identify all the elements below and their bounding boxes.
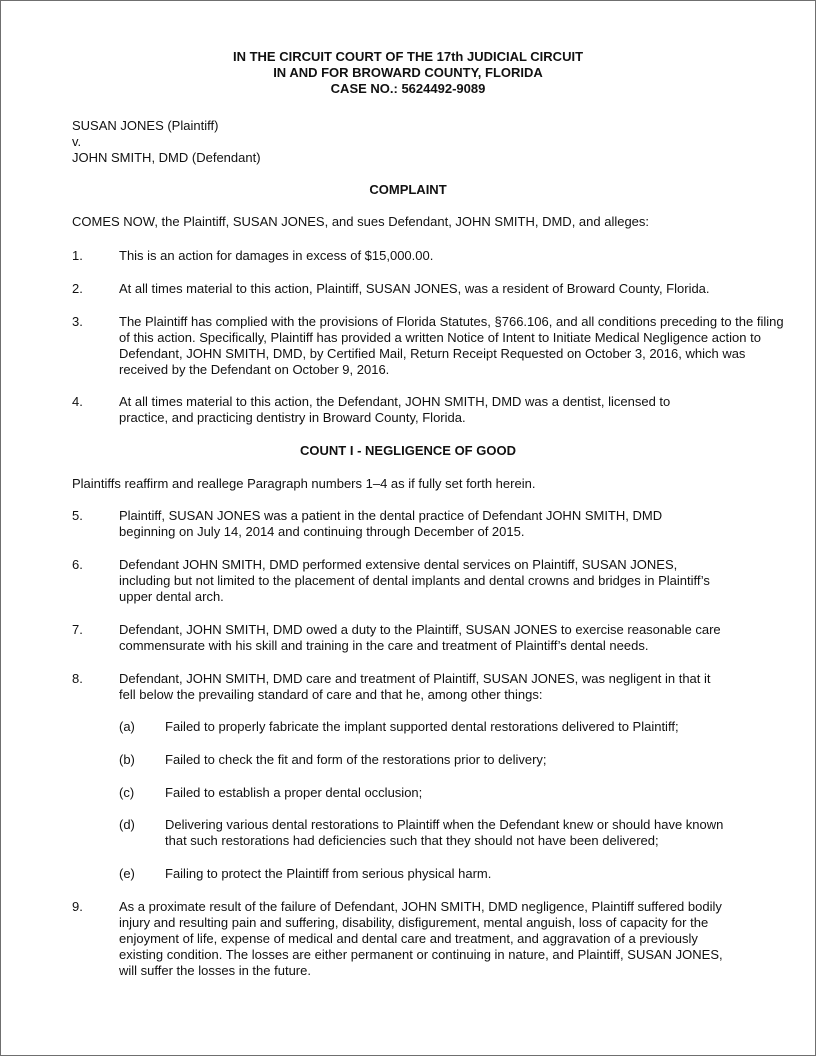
intro-paragraph: COMES NOW, the Plaintiff, SUSAN JONES, and sues Defendant, JOHN SMITH, DMD, and alleges: <box>72 214 650 229</box>
paragraph-number: 9. <box>72 899 83 914</box>
subparagraph-text: Failed to check the fit and form of the restorations prior to delivery; <box>165 752 547 767</box>
paragraph-number: 3. <box>72 314 83 329</box>
case-number: CASE NO.: 5624492-9089 <box>330 81 486 96</box>
paragraph-text: The Plaintiff has complied with the provisions of Florida Statutes, §766.106, and all conditions preceding to the filing of this action. Specifically, Plaintiff has provided a written Notice of Intent to Initiate Medical Negligence action to Defendant, JOHN SMITH, DMD, by Certified Mail, Return Receipt Requested on October 3, 2016, which was received by the Defendant on October 9, 2016. <box>119 314 784 377</box>
subparagraph-text: Delivering various dental restorations to Plaintiff when the Defendant knew or should have known that such restorations had deficiencies such that they should not have been delivered; <box>165 817 724 848</box>
subparagraph-label: (a) <box>119 719 135 734</box>
paragraph-number: 8. <box>72 671 83 686</box>
paragraph-number: 6. <box>72 557 83 572</box>
defendant-party: JOHN SMITH, DMD (Defendant) <box>72 150 261 165</box>
paragraph-text: At all times material to this action, Plaintiff, SUSAN JONES, was a resident of Broward County, Florida. <box>119 281 710 296</box>
subparagraph-label: (e) <box>119 866 135 881</box>
paragraph-text: Defendant JOHN SMITH, DMD performed extensive dental services on Plaintiff, SUSAN JONES, including but not limited to the placement of dental implants and dental crowns and bridges in Plaintiff’s upper dental arch. <box>119 557 710 604</box>
subparagraph-text: Failed to establish a proper dental occlusion; <box>165 785 423 800</box>
paragraph-text: Defendant, JOHN SMITH, DMD owed a duty to the Plaintiff, SUSAN JONES to exercise reasonable care commensurate with his skill and training in the care and treatment of Plaintiff’s dental needs. <box>119 622 721 653</box>
paragraph-text: Defendant, JOHN SMITH, DMD care and treatment of Plaintiff, SUSAN JONES, was negligent in that it fell below the prevailing standard of care and that he, among other things: <box>119 671 711 702</box>
paragraph-text: At all times material to this action, the Defendant, JOHN SMITH, DMD was a dentist, licensed to practice, and practicing dentistry in Broward County, Florida. <box>119 394 671 425</box>
subparagraph-label: (c) <box>119 785 135 800</box>
paragraph-number: 2. <box>72 281 83 296</box>
subparagraph-text: Failed to properly fabricate the implant supported dental restorations delivered to Plaintiff; <box>165 719 679 734</box>
versus: v. <box>72 134 82 149</box>
paragraph-text: As a proximate result of the failure of Defendant, JOHN SMITH, DMD negligence, Plaintiff suffered bodily injury and resulting pain and suffering, disability, disfigurement, mental anguish, loss of capacity for the enjoyment of life, expense of medical and dental care and treatment, and aggravation of a previously existing condition. The losses are either permanent or continuing in nature, and Plaintiff, SUSAN JONES, will suffer the losses in the future. <box>119 899 723 978</box>
paragraph-text: This is an action for damages in excess of $15,000.00. <box>119 248 434 263</box>
court-header-line1: IN THE CIRCUIT COURT OF THE 17th JUDICIAL CIRCUIT <box>232 49 584 64</box>
subparagraph-text: Failing to protect the Plaintiff from serious physical harm. <box>165 866 492 881</box>
plaintiff-party: SUSAN JONES (Plaintiff) <box>72 118 219 133</box>
reaffirm-paragraph: Plaintiffs reaffirm and reallege Paragraph numbers 1–4 as if fully set forth herein. <box>72 476 536 491</box>
paragraph-number: 7. <box>72 622 83 637</box>
paragraph-number: 4. <box>72 394 83 409</box>
paragraph-number: 1. <box>72 248 83 263</box>
subparagraph-label: (d) <box>119 817 135 832</box>
paragraph-text: Plaintiff, SUSAN JONES was a patient in the dental practice of Defendant JOHN SMITH, DMD beginning on July 14, 2014 and continuing through December of 2015. <box>119 508 663 539</box>
complaint-title: COMPLAINT <box>369 182 447 197</box>
paragraph-number: 5. <box>72 508 83 523</box>
count-title: COUNT I - NEGLIGENCE OF GOOD <box>300 443 516 458</box>
court-header-line2: IN AND FOR BROWARD COUNTY, FLORIDA <box>273 65 543 80</box>
subparagraph-label: (b) <box>119 752 135 767</box>
